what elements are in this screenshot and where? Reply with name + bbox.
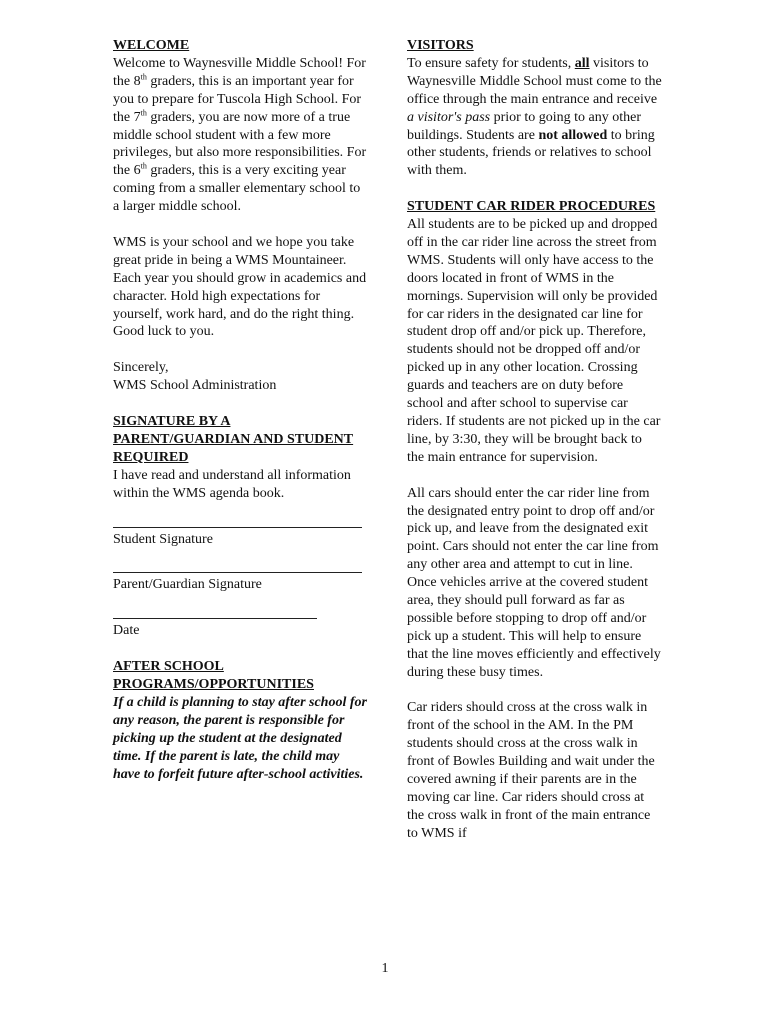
parent-signature-line[interactable] [113,572,362,573]
parent-signature-label: Parent/Guardian Signature [113,577,262,593]
signature-statement: I have read and understand all information within the WMS agenda book. [113,467,351,501]
welcome-paragraph: Welcome to Waynesville Middle School! For the 8th graders, this is an important year for you to prepare for Tuscola High School. For the 7th graders, you are now more of a true middle school student with a few more privileges, but also more responsibilities. For the 6th graders, this is a very exciting year coming from a smaller elementary school to a larger middle school. [113,55,367,215]
car-rider-paragraph-3: Car riders should cross at the cross walk in front of the school in the AM. In the PM students should cross at the cross walk in front of Bowles Building and wait under the covered awning if their parents are in the moving car line. Car riders should cross at the cross walk in front of the main entrance to WMS if [407,700,655,841]
wms-paragraph: WMS is your school and we hope you take great pride in being a WMS Mountaineer. Each year you should grow in academics and character. Hold high expectations for yourself, work hard, and do the right thing. Good luck to you. [113,234,367,340]
signature-heading: SIGNATURE BY A PARENT/GUARDIAN AND STUDENT REQUIRED [113,413,354,465]
visitors-heading: VISITORS [407,38,474,53]
signoff-text: WMS School Administration [113,378,277,394]
right-column [407,37,662,861]
left-column [113,37,368,801]
after-school-text: If a child is planning to stay after school for any reason, the parent is responsible for picking up the student at the designated time. If the parent is late, the child may have to forfeit future after-school activities. [113,694,367,782]
date-label: Date [113,623,140,639]
date-line[interactable] [113,618,317,619]
visitors-paragraph: To ensure safety for students, all visitors to Waynesville Middle School must come to the office through the main entrance and receive a visitor's pass prior to going to any other buildings. Students are not allowed to bring other students, friends or relatives to school with them. [407,55,662,179]
student-signature-line[interactable] [113,527,362,528]
car-rider-heading: STUDENT CAR RIDER PROCEDURES [407,199,656,215]
closing-text: Sincerely, [113,360,169,376]
student-signature-label: Student Signature [113,531,213,547]
page-number: 1 [381,961,389,976]
welcome-heading: WELCOME [113,38,190,53]
car-rider-paragraph-2: All cars should enter the car rider line from the designated entry point to drop off and/or pick up, and leave from the designated exit point. Cars should not enter the car line from any other area and attempt to cut in line. Once vehicles arrive at the covered student area, they should pull forward as far as possible before stopping to drop off and/or pick up a student. This will help to ensure that the line moves efficiently and effectively during these busy times. [407,485,661,680]
after-school-heading: AFTER SCHOOL PROGRAMS/OPPORTUNITIES [113,659,314,693]
car-rider-paragraph-1: All students are to be picked up and dropped off in the car rider line across the street from WMS. Students will only have access to the doors located in front of WMS in the mornings. Supervision will only be provided for car riders in the designated car line for student drop off and/or pick up. Therefore, students should not be dropped off and/or picked up in any other location. Crossing guards and teachers are on duty before school and after school to supervise car riders. If students are not picked up in the car line, by 3:30, they will be brought back to the main entrance for supervision. [407,217,661,465]
